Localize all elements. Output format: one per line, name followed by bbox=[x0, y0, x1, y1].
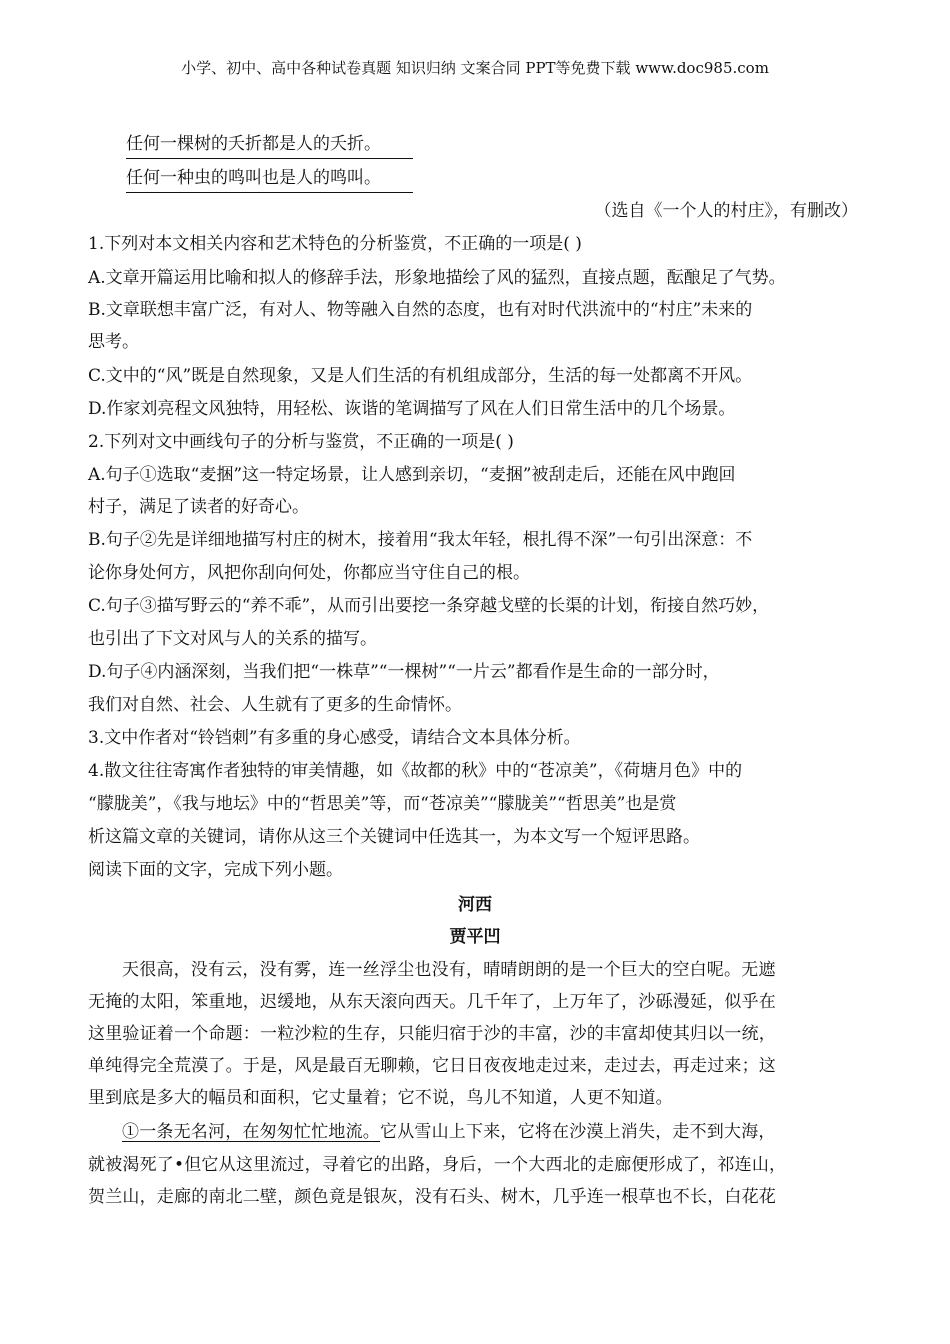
question-2-option-a-line-2: 村子，满足了读者的好奇心。 bbox=[88, 497, 309, 517]
question-1-option-d: D.作家刘亮程文风独特，用轻松、诙谐的笔调描写了风在人们日常生活中的几个场景。 bbox=[88, 399, 736, 419]
reading-instruction: 阅读下面的文字，完成下列小题。 bbox=[88, 860, 343, 880]
question-4-line-2: “朦胧美”，《我与地坛》中的“哲思美”等，而“苍凉美”“朦胧美”“哲思美”也是赏 bbox=[88, 794, 677, 814]
essay-p2-line-1-rest: 它从雪山上下来，它将在沙漠上消失，走不到大海， bbox=[380, 1122, 776, 1142]
question-4-line-1: 4.散文往往寄寓作者独特的审美情趣，如《故都的秋》中的“苍凉美”，《荷塘月色》中的 bbox=[88, 761, 743, 781]
essay-p1-line-4: 单纯得完全荒漠了。于是，风是最百无聊赖，它日日夜夜地走过来，走过去，再走过来；这 bbox=[88, 1056, 776, 1076]
poem-line-1-text: 任何一棵树的夭折都是人的夭折。 bbox=[126, 132, 413, 159]
question-2-option-b-line-2: 论你身处何方，风把你刮向何处，你都应当守住自己的根。 bbox=[88, 563, 530, 583]
question-4-line-3: 析这篇文章的关键词，请你从这三个关键词中任选其一，为本文写一个短评思路。 bbox=[88, 827, 700, 847]
question-2-option-d-line-2: 我们对自然、社会、人生就有了更多的生命情怀。 bbox=[88, 695, 462, 715]
poem-line-1 bbox=[126, 132, 413, 159]
essay-p1-line-2: 无掩的太阳，笨重地，迟缓地，从东天滚向西天。几千年了，上万年了，沙砾漫延，似乎在 bbox=[88, 992, 776, 1012]
question-3: 3.文中作者对“铃铛刺”有多重的身心感受，请结合文本具体分析。 bbox=[88, 728, 581, 748]
question-1-option-c: C.文中的“风”既是自然现象，又是人们生活的有机组成部分，生活的每一处都离不开风。 bbox=[88, 366, 753, 386]
essay-p2-line-3: 贺兰山，走廊的南北二壁，颜色竟是银灰，没有石头、树木，几乎连一根草也不长，白花花 bbox=[88, 1187, 776, 1207]
question-2-option-c-line-1: C.句子③描写野云的“养不乖”，从而引出要挖一条穿越戈壁的长渠的计划，衔接自然巧妙， bbox=[88, 596, 770, 616]
source-citation: （选自《一个人的村庄》，有删改） bbox=[594, 201, 858, 221]
question-1-option-a: A.文章开篇运用比喻和拟人的修辞手法，形象地描绘了风的猛烈，直接点题，酝酿足了气势。 bbox=[88, 268, 786, 288]
poem-line-2-text: 任何一种虫的鸣叫也是人的鸣叫。 bbox=[126, 166, 413, 193]
essay-p2-line-2: 就被渴死了•但它从这里流过，寻着它的出路，身后，一个大西北的走廊便形成了，祁连山， bbox=[88, 1155, 787, 1175]
essay-p1-line-1: 天很高，没有云，没有雾，连一丝浮尘也没有，晴晴朗朗的是一个巨大的空白呢。无遮 bbox=[122, 960, 776, 980]
question-1-option-b-line-1: B.文章联想丰富广泛，有对人、物等融入自然的态度，也有对时代洪流中的“村庄”未来的 bbox=[88, 300, 753, 320]
question-2: 2.下列对文中画线句子的分析与鉴赏，不正确的一项是( ) bbox=[88, 432, 514, 452]
essay-title: 河西 bbox=[458, 895, 492, 915]
essay-underlined-sentence-1: ①一条无名河，在匆匆忙忙地流。 bbox=[122, 1122, 380, 1142]
question-2-option-d-line-1: D.句子④内涵深刻，当我们把“一株草”“一棵树”“一片云”都看作是生命的一部分时， bbox=[88, 662, 720, 682]
poem-line-2 bbox=[126, 166, 413, 193]
essay-p1-line-3: 这里验证着一个命题：一粒沙粒的生存，只能归宿于沙的丰富，沙的丰富却使其归以一统， bbox=[88, 1024, 776, 1044]
question-2-option-b-line-1: B.句子②先是详细地描写村庄的树木，接着用“我太年轻，根扎得不深”一句引出深意：不 bbox=[88, 530, 753, 550]
question-1: 1.下列对本文相关内容和艺术特色的分析鉴赏，不正确的一项是( ) bbox=[88, 234, 582, 254]
essay-p2-line-1 bbox=[122, 1120, 776, 1144]
question-2-option-c-line-2: 也引出了下文对风与人的关系的描写。 bbox=[88, 629, 377, 649]
question-1-option-b-line-2: 思考。 bbox=[88, 332, 139, 352]
essay-author: 贾平凹 bbox=[449, 927, 501, 947]
page-header: 小学、初中、高中各种试卷真题 知识归纳 文案合同 PPT等免费下载 www.doc985.com bbox=[181, 59, 769, 77]
essay-p1-line-5: 里到底是多大的幅员和面积，它丈量着；它不说，鸟儿不知道，人更不知道。 bbox=[88, 1088, 673, 1108]
question-2-option-a-line-1: A.句子①选取“麦捆”这一特定场景，让人感到亲切，“麦捆”被刮走后，还能在风中跑回 bbox=[88, 465, 736, 485]
